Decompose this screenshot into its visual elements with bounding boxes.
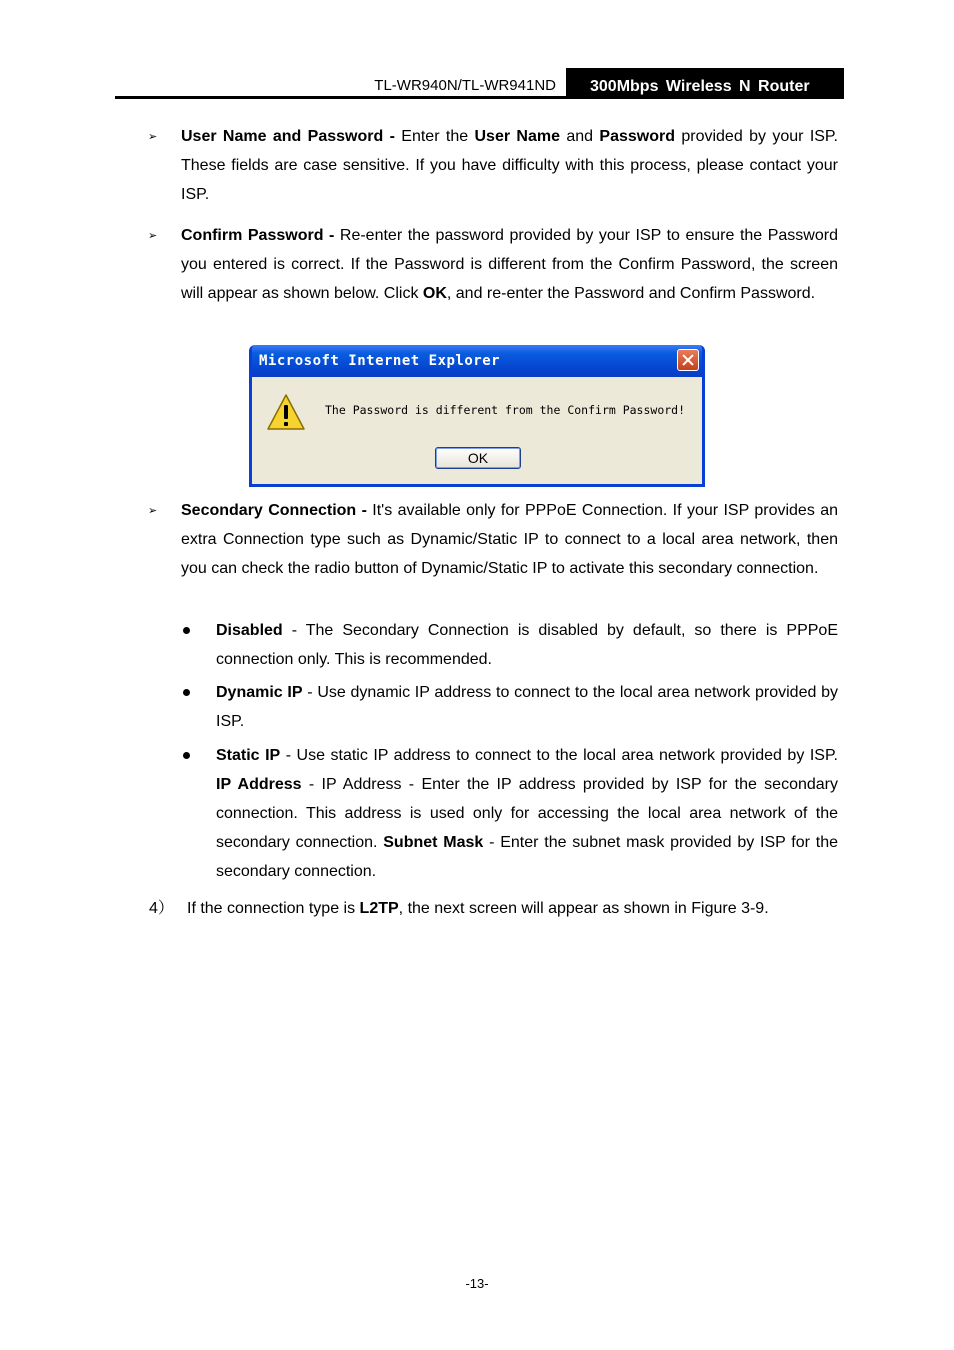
header-model: TL-WR940N/TL-WR941ND xyxy=(374,77,556,94)
item-secondary-connection: Secondary Connection - It's available only for PPPoE Connection. If your ISP provides an extra Connection type such as Dynamic/Static IP to connect to a local area network, then you can check the radio button of Dynamic/Static IP to activate this secondary connection. xyxy=(181,502,838,577)
step-4: 4） If the connection type is L2TP, the next screen will appear as shown in Figure 3-9. xyxy=(149,894,849,923)
dialog-title-bar xyxy=(252,345,702,377)
item-term: Confirm Password - xyxy=(181,227,335,244)
warning-icon xyxy=(266,392,306,432)
dialog-title: Microsoft Internet Explorer xyxy=(259,353,501,369)
dialog-message: The Password is different from the Confirm Password! xyxy=(325,403,686,417)
bullet-dot-icon xyxy=(183,627,190,634)
item-confirm-password: Confirm Password - Re-enter the password provided by your ISP to ensure the Password you entered is correct. If the Password is different from the Confirm Password, the screen will appear as shown below. Click OK, and re-enter the Password and Confirm Password. xyxy=(181,227,838,302)
bullet-static-ip: Static IP - Use static IP address to connect to the local area network provided by ISP. IP Address - IP Address - Enter the IP address provided by ISP for the secondary connection. This address is used only for accessing the local area network of the secondary connection. Subnet Mask - Enter the subnet mask provided by ISP for the secondary connection. xyxy=(216,747,839,880)
ok-button[interactable]: OK xyxy=(435,447,521,469)
page-number: -13- xyxy=(465,1276,489,1291)
item-user-name-password: User Name and Password - Enter the User Name and Password provided by your ISP. These fields are case sensitive. If you have difficulty with this process, please contact your ISP. xyxy=(181,128,838,203)
item-term: User Name and Password - xyxy=(181,128,395,145)
bullet-disabled: Disabled - The Secondary Connection is disabled by default, so there is PPPoE connection only. This is recommended. xyxy=(216,622,838,668)
arrow-bullet-icon: ➢ xyxy=(148,505,158,517)
arrow-bullet-icon: ➢ xyxy=(148,131,158,143)
item-term: Secondary Connection - xyxy=(181,502,367,519)
bullet-dynamic-ip: Dynamic IP - Use dynamic IP address to connect to the local area network provided by ISP. xyxy=(216,684,838,730)
header-rule xyxy=(115,96,844,99)
arrow-bullet-icon: ➢ xyxy=(148,230,158,242)
bullet-dot-icon xyxy=(183,752,190,759)
close-icon[interactable] xyxy=(677,349,699,371)
alert-dialog xyxy=(249,345,705,487)
step-number: 4） xyxy=(149,900,174,917)
header-product-tab: 300Mbps Wireless N Router xyxy=(566,68,844,99)
bullet-dot-icon xyxy=(183,689,190,696)
